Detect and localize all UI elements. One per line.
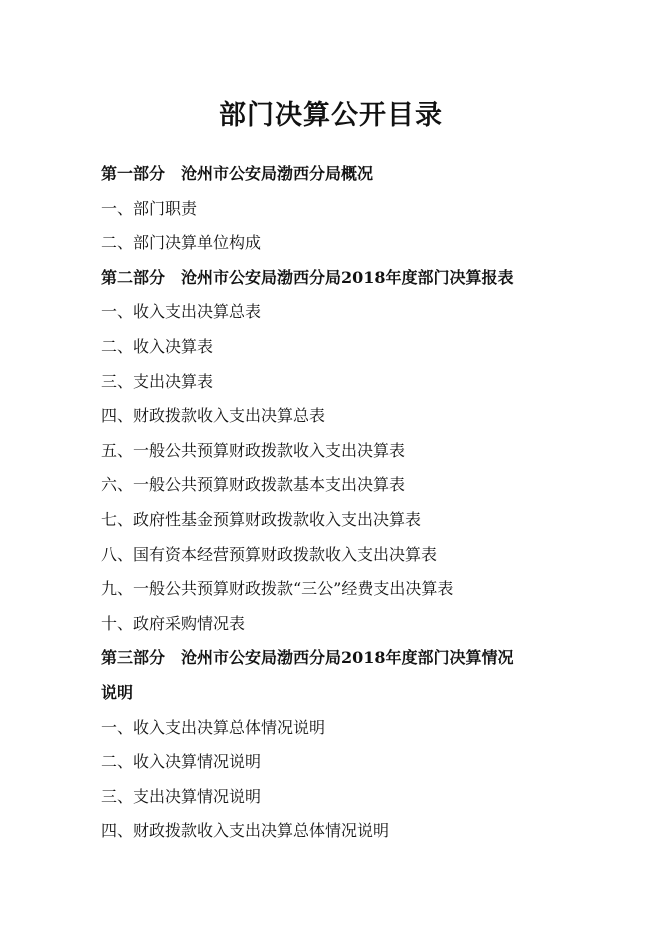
section-label: 第二部分 (101, 267, 166, 287)
toc-item: 四、财政拨款收入支出决算总体情况说明 (101, 821, 390, 841)
toc-item: 九、一般公共预算财政拨款“三公”经费支出决算表 (101, 579, 454, 599)
toc-item: 一、收入支出决算总表 (101, 302, 262, 322)
section-title: 沧州市公安局渤西分局2018年度部门决算报表 (181, 267, 514, 287)
toc-item: 四、财政拨款收入支出决算总表 (101, 406, 326, 426)
table-of-contents (101, 157, 571, 849)
toc-item: 三、支出决算情况说明 (101, 786, 262, 806)
toc-item: 二、部门决算单位构成 (101, 233, 262, 253)
toc-item: 十、政府采购情况表 (101, 613, 246, 633)
section-title: 沧州市公安局渤西分局概况 (181, 164, 374, 183)
section-label: 第三部分 (101, 648, 166, 668)
section-label: 第一部分 (101, 164, 166, 183)
toc-item: 七、政府性基金预算财政拨款收入支出决算表 (101, 509, 422, 529)
toc-item: 一、部门职责 (101, 198, 198, 218)
section-heading-part3 (101, 641, 571, 676)
toc-item: 三、支出决算表 (101, 371, 214, 391)
toc-item: 二、收入决算情况说明 (101, 752, 262, 772)
section-heading-part1 (101, 157, 571, 192)
toc-item: 二、收入决算表 (101, 336, 214, 356)
section-title-continued: 说明 (101, 682, 134, 702)
toc-item: 六、一般公共预算财政拨款基本支出决算表 (101, 475, 406, 495)
section-heading-part2 (101, 261, 571, 296)
toc-item: 五、一般公共预算财政拨款收入支出决算表 (101, 440, 406, 460)
section-title: 沧州市公安局渤西分局2018年度部门决算情况 (181, 648, 514, 668)
toc-item: 八、国有资本经营预算财政拨款收入支出决算表 (101, 544, 438, 564)
toc-item: 一、收入支出决算总体情况说明 (101, 717, 326, 737)
page-title: 部门决算公开目录 (219, 100, 443, 131)
